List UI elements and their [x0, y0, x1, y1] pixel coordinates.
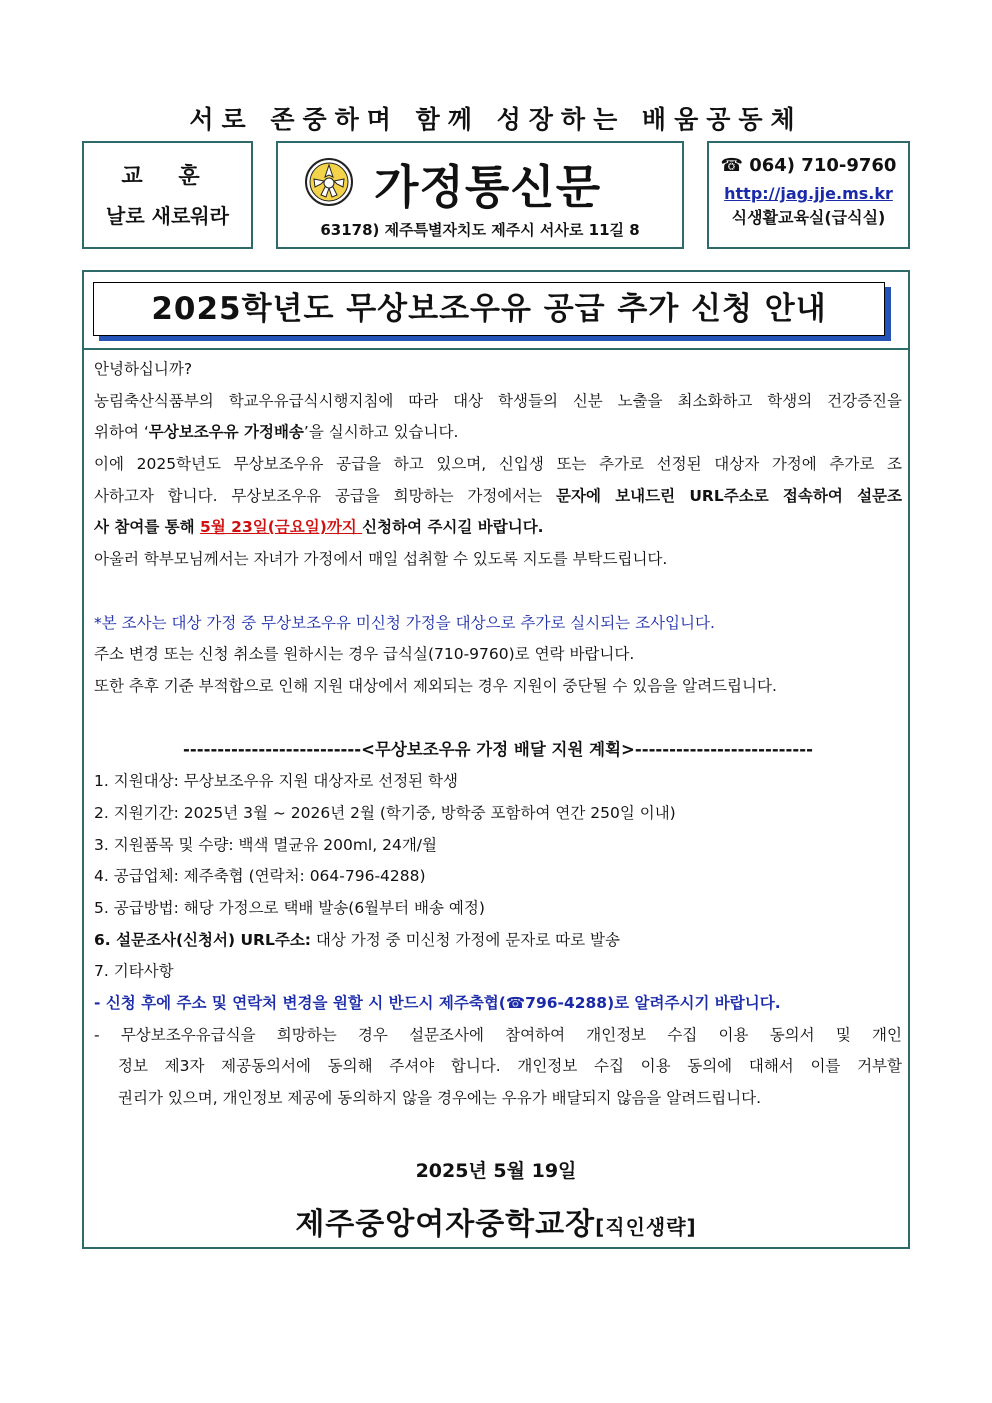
notice-title: 2025학년도 무상보조우유 공급 추가 신청 안내	[93, 282, 885, 336]
support-stop-note: 또한 추후 기준 부적합으로 인해 지원 대상에서 제외되는 경우 지원이 중단될 수 있음을 알려드립니다.	[94, 676, 777, 695]
motto-text: 날로 새로워라	[106, 204, 229, 228]
notice-text	[94, 354, 902, 1115]
plan-subitem-consent-line-2: 정보 제3자 제공동의서에 동의해 주셔야 합니다. 개인정보 수집 이용 동의에 대해서 이를 거부할	[118, 1057, 902, 1076]
seal-omitted-note: [직인생략]	[595, 1215, 697, 1239]
plan-item-7: 7. 기타사항	[94, 962, 174, 981]
paragraph-1-line-2: 위하여 ‘무상보조우유 가정배송’을 실시하고 있습니다.	[94, 423, 459, 442]
principal-signature: 제주중앙여자중학교장[직인생략]	[295, 1207, 697, 1242]
school-slogan: 서로 존중하며 함께 성장하는 배움공동체	[189, 105, 803, 134]
plan-subitem-consent-line-1: - 무상보조우유급식을 희망하는 경우 설문조사에 참여하여 개인정보 수집 이용 동의서 및 개인	[94, 1025, 902, 1044]
issue-date: 2025년 5월 19일	[415, 1160, 577, 1182]
plan-item-5: 5. 공급방법: 해당 가정으로 택배 발송(6월부터 배송 예정)	[94, 899, 485, 917]
paragraph-3: 아울러 학부모님께서는 자녀가 가정에서 매일 섭취할 수 있도록 지도를 부탁드립니다.	[94, 550, 668, 569]
paragraph-1-line-1: 농림축산식품부의 학교우유급식시행지침에 따라 대상 학생들의 신분 노출을 최소화하고 학생의 건강증진을	[94, 391, 902, 410]
title-divider	[84, 348, 908, 350]
plan-subitem-consent-line-3: 권리가 있으며, 개인정보 제공에 동의하지 않을 경우에는 우유가 배달되지 않음을 알려드립니다.	[118, 1089, 762, 1108]
contact-box	[707, 141, 910, 249]
office-name: 식생활교육실(급식실)	[731, 208, 886, 227]
paragraph-2-line-3: 사 참여를 통해 5월 23일(금요일)까지 신청하여 주시길 바랍니다.	[94, 518, 544, 537]
deadline-date: 5월 23일(금요일)까지	[200, 518, 363, 537]
newsletter-masthead	[276, 141, 684, 249]
phone-number: ☎ 064) 710-9760	[720, 155, 897, 176]
plan-item-1: 1. 지원대상: 무상보조우유 지원 대상자로 선정된 학생	[94, 772, 459, 791]
newsletter-title: 가정통신문	[374, 160, 602, 214]
school-address: 63178) 제주특별자치도 제주시 서사로 11길 8	[320, 221, 640, 239]
plan-item-4: 4. 공급업체: 제주축협 (연락처: 064-796-4288)	[94, 867, 426, 886]
plan-item-2: 2. 지원기간: 2025년 3월 ~ 2026년 2월 (학기중, 방학중 포함하여 연간 250일 이내)	[94, 803, 676, 822]
notice-body-frame	[82, 270, 910, 1249]
paragraph-2-line-2: 사하고자 합니다. 무상보조우유 공급을 희망하는 가정에서는 문자에 보내드린 URL주소로 접속하여 설문조	[94, 486, 902, 505]
home-delivery-term: 무상보조우유 가정배송	[148, 423, 304, 442]
motto-heading: 교 훈	[121, 164, 214, 189]
paragraph-2-line-1: 이에 2025학년도 무상보조우유 공급을 하고 있으며, 신입생 또는 추가로 선정된 대상자 가정에 추가로 조	[94, 455, 902, 474]
greeting: 안녕하십니까?	[94, 360, 193, 378]
plan-subitem-address-change: - 신청 후에 주소 및 연락처 변경을 원할 시 반드시 제주축협(☎796-4288)로 알려주시기 바랍니다.	[94, 994, 781, 1013]
survey-note: *본 조사는 대상 가정 중 무상보조우유 미신청 가정을 대상으로 추가로 실시되는 조사입니다.	[94, 613, 715, 632]
plan-item-3: 3. 지원품목 및 수량: 백색 멸균유 200ml, 24개/월	[94, 835, 437, 854]
school-website-link[interactable]: http://jag.jje.ms.kr	[724, 184, 893, 203]
plan-item-6: 6. 설문조사(신청서) URL주소: 대상 가정 중 미신청 가정에 문자로 따로 발송	[94, 930, 620, 949]
school-motto-box	[82, 141, 253, 249]
plan-heading: --------------------------<무상보조우유 가정 배달 지원 계획>--------------------------	[183, 740, 813, 760]
school-emblem-icon	[304, 157, 354, 207]
contact-note: 주소 변경 또는 신청 취소를 원하시는 경우 급식실(710-9760)로 연락 바랍니다.	[94, 645, 635, 664]
